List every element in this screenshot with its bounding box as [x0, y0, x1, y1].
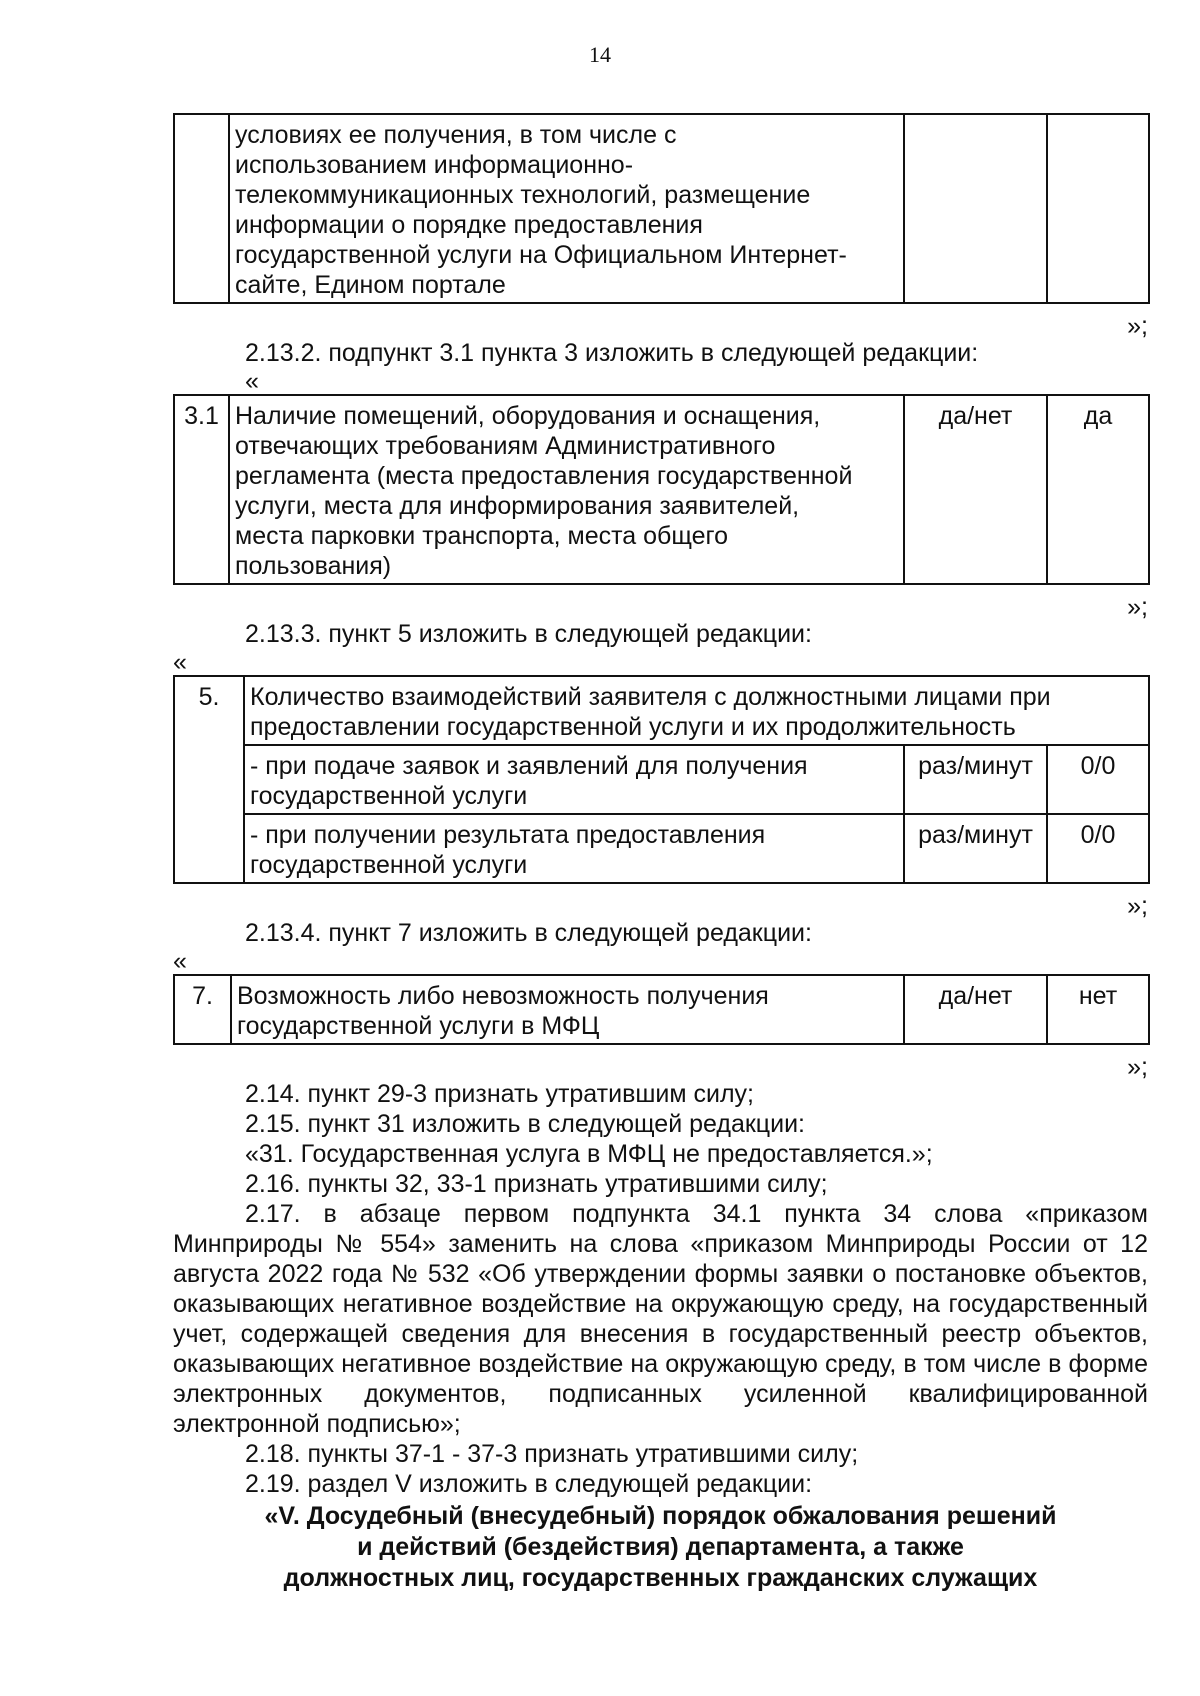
- close-quote: »;: [1127, 312, 1148, 340]
- paragraph-2-18: 2.18. пункты 37-1 - 37-3 признать утратившими силу;: [245, 1440, 859, 1468]
- open-quote: «: [173, 947, 187, 975]
- cell-num: 5.: [174, 676, 244, 883]
- cell-num: 3.1: [174, 395, 229, 584]
- table-item-5: [173, 675, 1150, 884]
- document-body: [173, 113, 1148, 1594]
- paragraph-2-14: 2.14. пункт 29-3 признать утратившим силу;: [245, 1080, 754, 1108]
- page-number: 14: [589, 42, 611, 67]
- cell-text: Наличие помещений, оборудования и оснащения, отвечающих требованиям Административного регламента (места предоставления государственной услуги, места для информирования заявителей, места парковки транспорта, места общего пользования): [229, 395, 904, 584]
- paragraph-31: «31. Государственная услуга в МФЦ не предоставляется.»;: [245, 1140, 933, 1168]
- cell-num: [174, 114, 229, 303]
- cell-text: - при получении результата предоставления государственной услуги: [244, 814, 904, 883]
- cell-unit: [904, 114, 1047, 303]
- close-quote: »;: [1127, 593, 1148, 621]
- table-continuation: [173, 113, 1150, 304]
- paragraph-2-13-3: 2.13.3. пункт 5 изложить в следующей редакции:: [245, 620, 812, 648]
- table-row: [174, 975, 1149, 1044]
- open-quote: «: [245, 367, 259, 395]
- paragraph-2-16: 2.16. пункты 32, 33-1 признать утратившими силу;: [245, 1170, 828, 1198]
- cell-value: нет: [1047, 975, 1149, 1044]
- table-row: [174, 814, 1149, 883]
- paragraph-2-17: 2.17. в абзаце первом подпункта 34.1 пункта 34 слова «приказом Минприроды № 554» заменить на слова «приказом Минприроды России от 12 августа 2022 года № 532 «Об утверждении формы заявки о постановке объектов, оказывающих негативное воздействие на окружающую среду, на государственный учет, содержащей сведения для внесения в государственный реестр объектов, оказывающих негативное воздействие на окружающую среду, в том числе в форме электронных документов, подписанных усиленной квалифицированной электронной подписью»;: [173, 1200, 1148, 1438]
- cell-text: Возможность либо невозможность получения государственной услуги в МФЦ: [231, 975, 904, 1044]
- cell-value: 0/0: [1047, 745, 1149, 814]
- cell-header: Количество взаимодействий заявителя с должностными лицами при предоставлении государственной услуги и их продолжительность: [244, 676, 1149, 745]
- table-item-3-1: [173, 394, 1150, 585]
- cell-text: - при подаче заявок и заявлений для получения государственной услуги: [244, 745, 904, 814]
- cell-unit: раз/минут: [904, 745, 1047, 814]
- cell-unit: да/нет: [904, 395, 1047, 584]
- table-row: [174, 395, 1149, 584]
- paragraph-2-15: 2.15. пункт 31 изложить в следующей редакции:: [245, 1110, 805, 1138]
- close-quote: »;: [1127, 892, 1148, 920]
- cell-unit: раз/минут: [904, 814, 1047, 883]
- table-row: [174, 114, 1149, 303]
- cell-value: 0/0: [1047, 814, 1149, 883]
- paragraph-2-19: 2.19. раздел V изложить в следующей редакции:: [245, 1470, 813, 1498]
- cell-num: 7.: [174, 975, 231, 1044]
- paragraph-2-13-4: 2.13.4. пункт 7 изложить в следующей редакции:: [245, 919, 812, 947]
- cell-unit: да/нет: [904, 975, 1047, 1044]
- open-quote: «: [173, 648, 187, 676]
- paragraph-2-13-2: 2.13.2. подпункт 3.1 пункта 3 изложить в следующей редакции:: [245, 339, 979, 367]
- cell-text: условиях ее получения, в том числе с использованием информационно- телекоммуникационных технологий, размещение информации о порядке предоставления государственной услуги на Официальном Интернет- сайте, Едином портале: [229, 114, 904, 303]
- close-quote: »;: [1127, 1053, 1148, 1081]
- table-item-7: [173, 974, 1150, 1045]
- cell-value: [1047, 114, 1149, 303]
- table-row: [174, 745, 1149, 814]
- section-heading: «V. Досудебный (внесудебный) порядок обжалования решений и действий (бездействия) департамента, а также должностных лиц, государственных гражданских служащих: [264, 1502, 1057, 1592]
- cell-value: да: [1047, 395, 1149, 584]
- table-row: [174, 676, 1149, 745]
